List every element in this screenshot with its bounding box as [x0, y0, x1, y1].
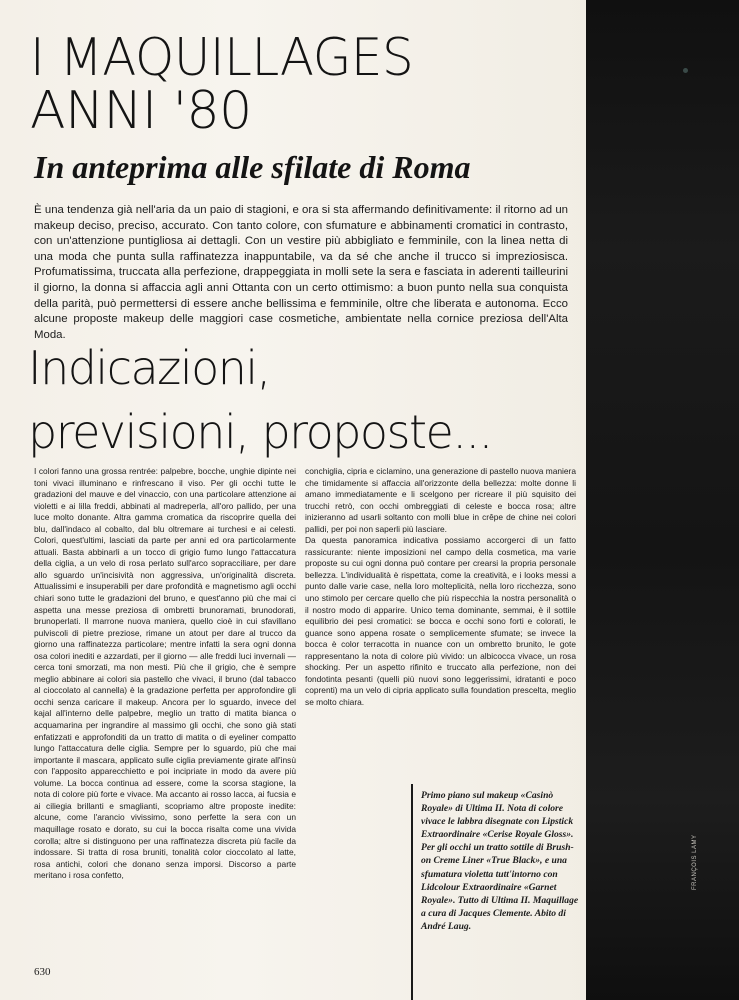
- body-paragraph: Da questa panoramica indicativa possiamo accorgerci di un fatto rassicurante: niente imposizioni nel campo della cosmetica, ma varie proposte su cui ogni donna può contare per crearsi la propria personale bellezza. L'individualità è rispettata, come la creatività, e i looks messi a punto dalle varie case, nella loro molteplicità, nella loro ricchezza, sono uno stimolo per cercare quello che più rispecchia la nostra personalità o il nostro modo di apparire. Unico tema dominante, semmai, è il sottile equilibrio dei pesi cromatici: se bocca e occhi sono forti e colorati, le guance sono appena rosate o semplicemente sfumate; se invece la bocca è color terracotta in nuance con un ombretto brunito, le gote rappresentano la nota di colore più vivido: un albicocca vivace, un rosa shocking. Per un aspetto rifinito e truccato alla perfezione, non dei fondotinta pesanti (quelli più nuovi sono leggerissimi, idratanti e poco coprenti) ma un velo di cipria applicato sulla foundation prescelta, meglio se molto chiara.: [305, 535, 576, 707]
- title-line-2: ANNI '80: [30, 81, 252, 141]
- body-paragraph: conchiglia, cipria e ciclamino, una generazione di pastello nuova maniera che timidamente si affaccia all'orizzonte della bellezza: molte donne li amano immediatamente e li scelgono per ricreare il più squisito dei trucchi retrò, con occhi ombreggiati di celeste e bocca rosa; altre inizieranno ad usarli soltanto con molli blue in crêpe de chine nei colori pallidi, per poi non saperli più lasciare.: [305, 466, 576, 534]
- photo-credit: FRANÇOIS LAMY: [692, 834, 698, 890]
- body-paragraph: I colori fanno una grossa rentrée: palpebre, bocche, unghie dipinte nei toni vivaci illuminano e rinfrescano il viso. Per gli occhi tutte le gradazioni del mauve e del vinaccio, con una particolare attenzione ai violetti e ai lilla freddi, abbinati al madreperla, all'oro pallido, per una luce molto donante. Altra gamma cromatica da riscoprire quella dei blu, dall'indaco al cobalto, dal blu oltremare ai turchesi e ai celesti. Colori, quest'ultimi, lasciati da parte per anni ed ora particolarmente attuali. Basta abbinarli a un tocco di grigio fumo lungo l'attaccatura della ciglia, a un velo di rosa perlato sull'arco sopracciliare, per dare allo sguardo un'incisività non aggressiva, un'originalità discreta. Attualissimi e insuperabili per dare profondità e magnetismo agli occhi chiari sono tutte le gradazioni del bruno, e quest'anno più che mai ci aspetta una messe preziosa di ombretti brunoramati, brunodorati, brunoperlati. Il marrone nuova maniera, quello cioè in cui sfavillano pulviscoli di pietre preziose, rimane un atout per dare al trucco da giorno una raffinatezza particolare; mentre infatti la sera ogni donna osa colori inediti e azzardati, per il giorno — alle freddi luci invernali — cerca toni smorzati, ma non mesti. Più che il grigio, che è sempre meglio abbinare ai colori sia pastello che vivaci, il bruno (dal tabacco al cioccolato al cannella) è la gradazione perfetta per approfondire gli occhi senza caricare il makeup. Ancora per lo sguardo, invece del kajal all'interno delle palpebre, meglio un tratto di matita bianca o acquamarina per ingrandire al massimo gli occhi, che sono già stati enfatizzati e approfonditi da un tratto di matita o di eyeliner compatto lungo l'attaccatura delle ciglia. Sempre per lo sguardo, più che mai importante il mascara, applicato sulle ciglia previamente girate all'insù con l'apposito apparecchietto e poi incipriate in modo da avere più volume. La bocca continua ad essere, come la scorsa stagione, la nota di colore più forte e vivace. Ma accanto ai rosso lacca, ai fucsia e ai ciliegia brillanti e smaglianti, scopriamo altre proposte inedite: alcune, come l'arancio vivissimo, sono perfette la sera con un maquillage rosato e dorato, su cui la bocca risalta come una vivida corolla; altre si distinguono per una raffinatezza discreta più facile da indossare. Si tratta di rosa bruniti, tonalità color cioccolato al latte, rosa antichi, colori che donano senza imporsi. Discorso a parte meritano i rosa confetto,: [34, 466, 296, 881]
- body-column-right: [305, 466, 576, 708]
- page-number: 630: [34, 966, 51, 978]
- photo-caption: Primo piano sul makeup «Casinò Royale» di Ultima II. Nota di colore vivace le labbra disegnate con Lipstick Extraordinaire «Cerise Royale Gloss». Per gli occhi un tratto sottile di Brush-on Creme Liner «True Black», e una sfumatura violetta tutt'intorno con Lidcolour Extraordinaire «Garnet Royale». Tutto di Ultima II. Maquillage a cura di Jacques Clemente. Abito di André Laug.: [421, 790, 579, 932]
- intro-paragraph: È una tendenza già nell'aria da un paio di stagioni, e ora si sta affermando definitivamente: il ritorno ad un makeup deciso, preciso, accurato. Con tanto colore, con sfumature e abbinamenti cromatici in contrasto, con un'attenzione puntigliosa ai dettagli. Con un vestire più abbigliato e femminile, con la linea netta di una moda che punta sulla raffinatezza inappuntabile, va da sé che anche il trucco si impreziosisca. Profumatissima, truccata alla perfezione, drappeggiata in molli sete la sera e fasciata in aderenti tailleurini il giorno, la donna si affaccia agli anni Ottanta con un certo ottimismo: a buon punto nella sua conquista della parità, può permettersi di essere anche bellissima e femminile, oltre che liberata e autonoma. Ecco alcune proposte makeup delle maggiori case cosmetiche, ambientate nella cornice preziosa dell'Alta Moda.: [34, 204, 568, 341]
- subtitle: In anteprima alle sfilate di Roma: [34, 149, 471, 185]
- photo-strip: [586, 0, 739, 1000]
- body-column-left: [34, 466, 296, 882]
- caption-rule: [411, 784, 413, 1000]
- title-line-1: I MAQUILLAGES: [30, 28, 414, 88]
- photo-detail: [683, 68, 688, 73]
- section-heading-line-1: Indicazioni,: [28, 341, 270, 395]
- section-heading-line-2: previsioni, proposte...: [28, 405, 492, 459]
